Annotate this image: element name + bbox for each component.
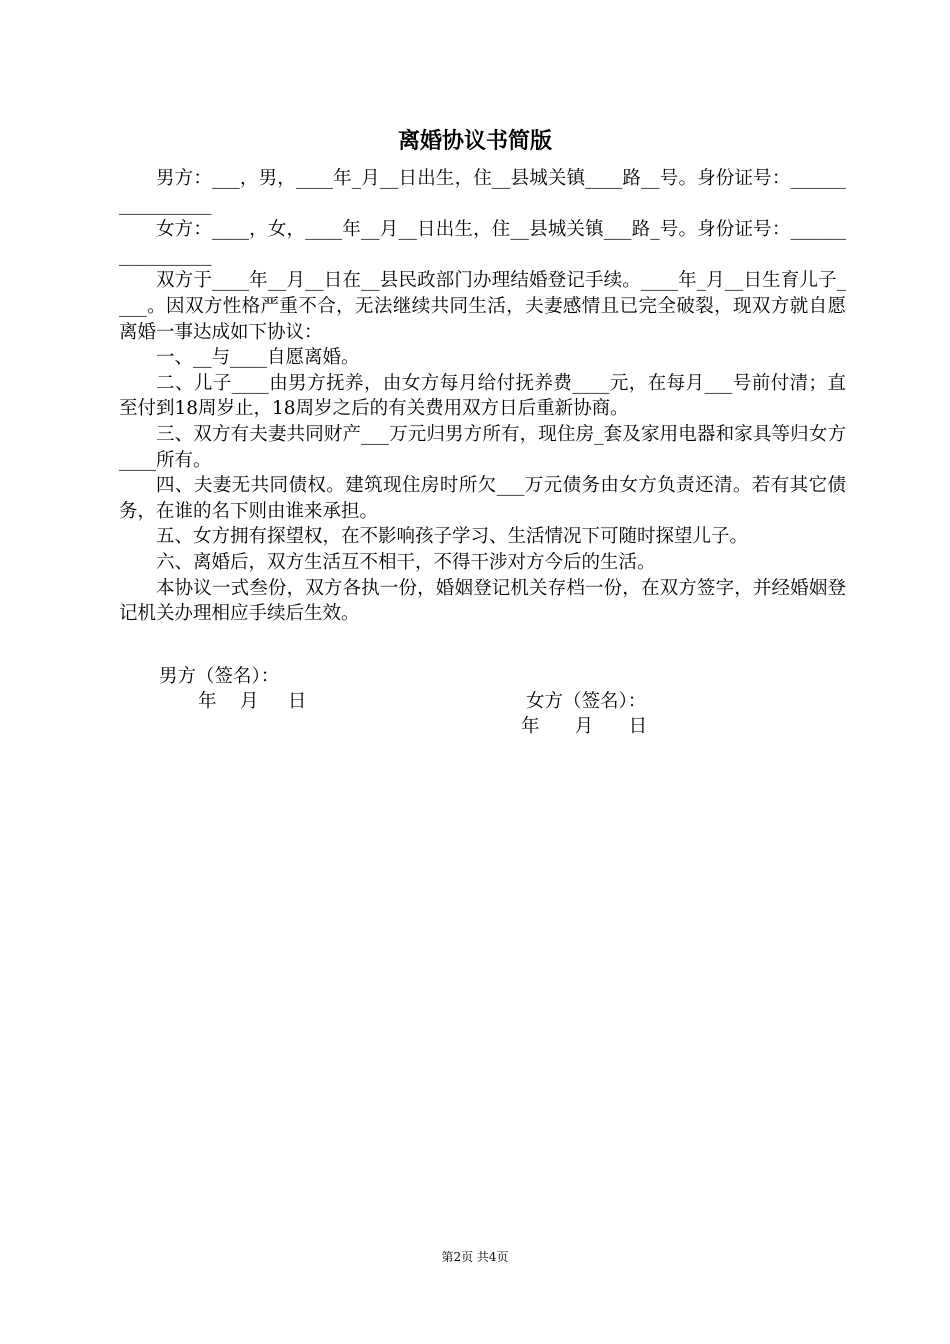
paragraph-female-party: 女方：____，女，____年__月__日出生，住__县城关镇___路_号。身份证号：________________ [119, 219, 846, 266]
female-signature-date: 年 月 日 [521, 716, 648, 737]
paragraph-clause-6: 六、离婚后，双方生活互不相干，不得干涉对方今后的生活。 [156, 551, 656, 573]
paragraph-clause-5: 五、女方拥有探望权，在不影响孩子学习、生活情况下可随时探望儿子。 [156, 526, 749, 548]
paragraph-clause-3: 三、双方有夫妻共同财产___万元归男方所有，现住房_套及家用电器和家具等归女方____所有。 [119, 423, 846, 471]
female-signature-label: 女方（签名）： [526, 691, 647, 712]
male-signature-date: 年 月 日 [198, 691, 307, 712]
paragraph-clause-1: 一、__与____自愿离婚。 [156, 347, 360, 369]
paragraph-marriage-background: 双方于____年__月__日在__县民政部门办理结婚登记手续。____年_月__日生育儿子____。因双方性格严重不合，无法继续共同生活，夫妻感情且已完全破裂，现双方就自愿离婚一事达成如下协议： [119, 270, 846, 343]
signature-date-row [0, 664, 950, 764]
page-footer: 第2页 共4页 [441, 1250, 509, 1264]
document-title: 离婚协议书简版 [397, 128, 552, 154]
paragraph-effectiveness: 本协议一式叁份，双方各执一份，婚姻登记机关存档一份，在双方签字，并经婚姻登记机关办理相应手续后生效。 [119, 577, 846, 625]
paragraph-male-party: 男方：___，男，____年_月__日出生，住__县城关镇____路__号。身份证号：________________ [119, 168, 846, 215]
male-signature-label: 男方（签名）： [159, 666, 280, 687]
document-body [119, 166, 846, 627]
paragraph-clause-2: 二、儿子____由男方抚养，由女方每月给付抚养费____元，在每月___号前付清；直至付到18周岁止，18周岁之后的有关费用双方日后重新协商。 [119, 372, 846, 420]
paragraph-clause-4: 四、夫妻无共同债权。建筑现住房时所欠___万元债务由女方负责还清。若有其它债务，在谁的名下则由谁来承担。 [119, 475, 846, 522]
